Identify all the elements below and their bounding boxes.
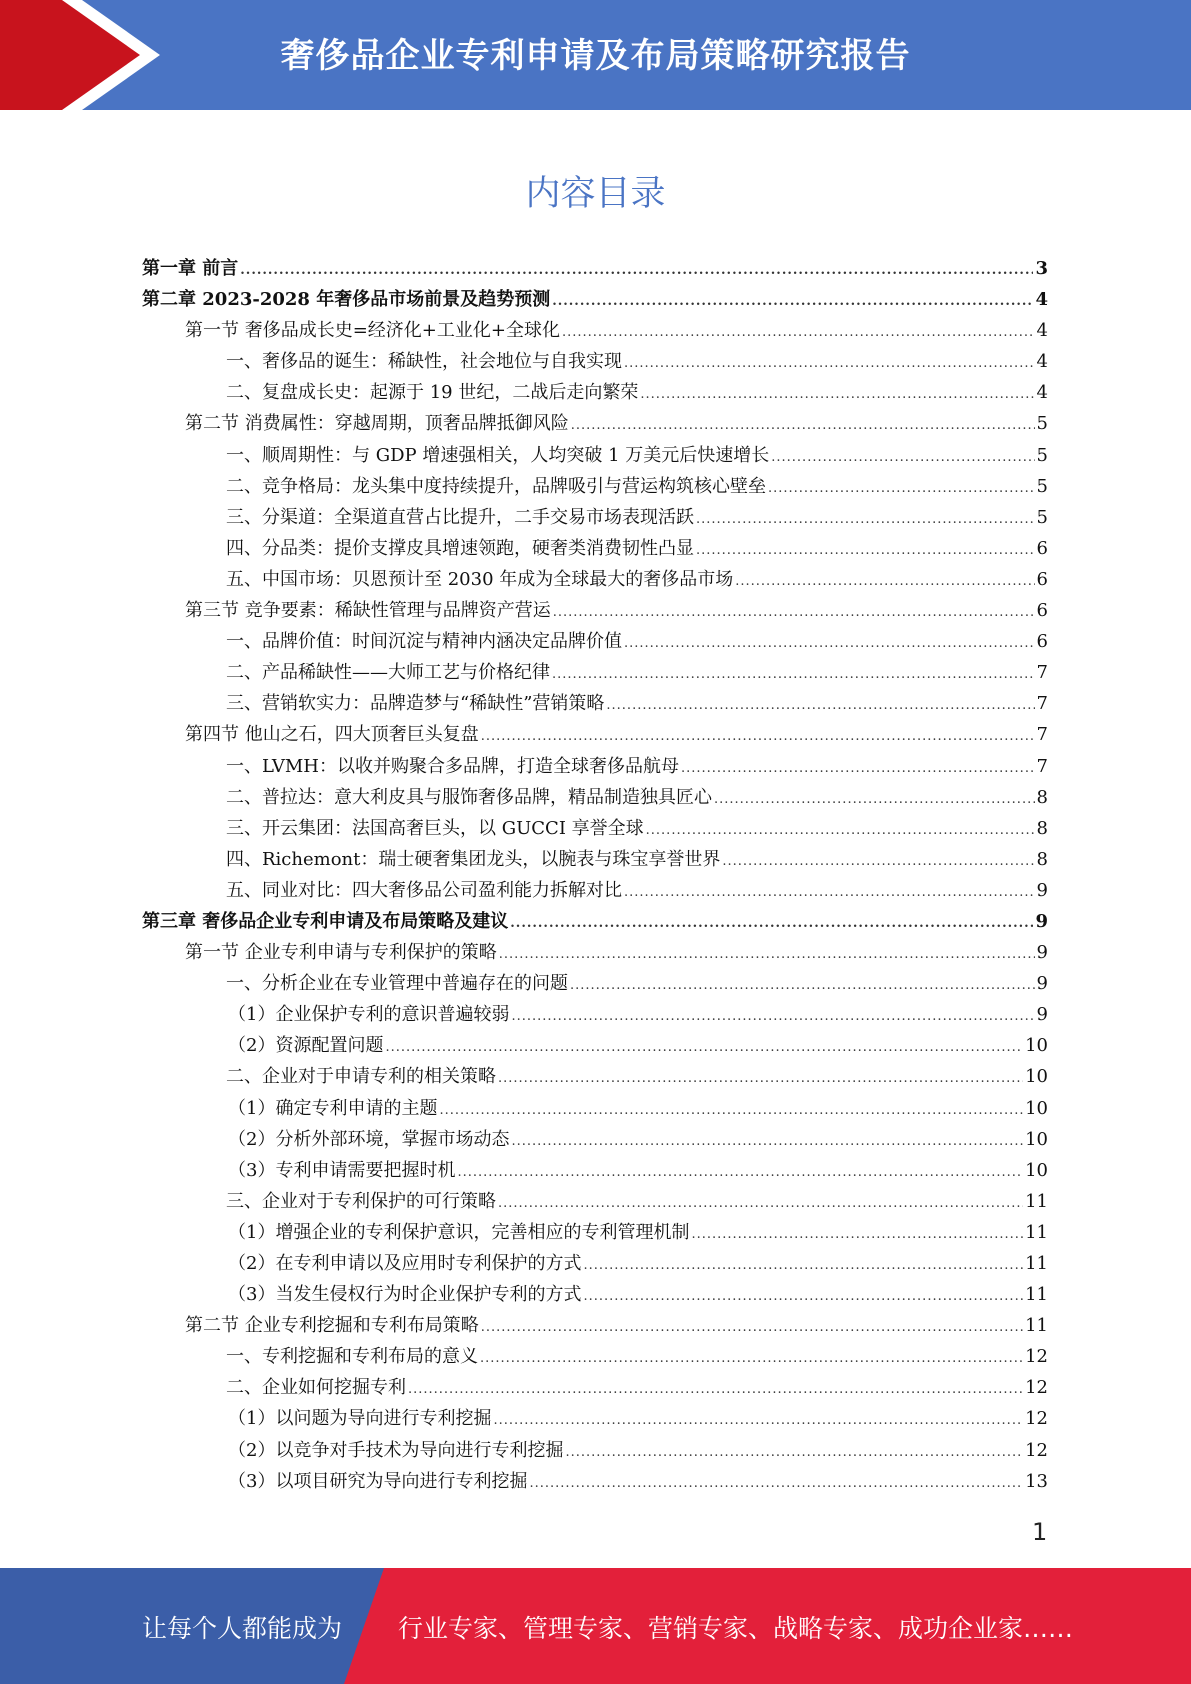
toc-entry-page: 8 xyxy=(1036,786,1048,808)
toc-entry[interactable] xyxy=(142,814,1048,845)
toc-entry[interactable] xyxy=(142,1373,1048,1404)
toc-entry-page: 11 xyxy=(1025,1315,1048,1337)
toc-entry[interactable] xyxy=(142,441,1048,472)
toc-entry-title: （1）以问题为导向进行专利挖掘 xyxy=(228,1408,492,1430)
toc-entry[interactable] xyxy=(142,1218,1048,1249)
toc-dot-leader xyxy=(529,1476,1023,1491)
toc-entry-title: 三、开云集团：法国高奢巨头，以 GUCCI 享誉全球 xyxy=(226,817,644,839)
toc-entry[interactable] xyxy=(142,1404,1048,1435)
toc-dot-leader xyxy=(511,1134,1023,1149)
toc-entry-title: 二、复盘成长史：起源于 19 世纪，二战后走向繁荣 xyxy=(226,382,639,404)
toc-entry-title: （3）专利申请需要把握时机 xyxy=(228,1159,456,1181)
toc-entry-page: 4 xyxy=(1035,289,1048,311)
toc-entry-title: 三、分渠道：全渠道直营占比提升，二手交易市场表现活跃 xyxy=(226,506,694,528)
toc-dot-leader xyxy=(646,823,1035,838)
toc-entry-page: 6 xyxy=(1036,631,1048,653)
toc-dot-leader xyxy=(583,1258,1023,1273)
toc-dot-leader xyxy=(552,667,1035,682)
toc-entry-page: 5 xyxy=(1036,506,1048,528)
toc-entry-page: 10 xyxy=(1025,1159,1048,1181)
toc-entry-page: 11 xyxy=(1025,1221,1048,1243)
toc-entry-title: 一、专利挖掘和专利布局的意义 xyxy=(226,1346,478,1368)
toc-entry-title: 第二节 企业专利挖掘和专利布局策略 xyxy=(185,1315,479,1337)
toc-entry[interactable] xyxy=(142,720,1048,751)
toc-entry-page: 12 xyxy=(1025,1346,1048,1368)
toc-dot-leader xyxy=(498,1196,1023,1211)
toc-entry-title: 五、中国市场：贝恩预计至 2030 年成为全球最大的奢侈品市场 xyxy=(226,568,734,590)
toc-entry[interactable] xyxy=(142,1187,1048,1218)
toc-entry-title: 第一节 奢侈品成长史=经济化+工业化+全球化 xyxy=(185,320,560,342)
toc-entry[interactable] xyxy=(142,534,1048,565)
toc-dot-leader xyxy=(457,1165,1023,1180)
toc-entry-page: 8 xyxy=(1036,817,1048,839)
toc-entry-page: 5 xyxy=(1036,475,1048,497)
toc-dot-leader xyxy=(562,325,1035,340)
toc-entry-title: 四、Richemont：瑞士硬奢集团龙头，以腕表与珠宝享誉世界 xyxy=(226,848,721,870)
footer-banner xyxy=(0,1568,1191,1684)
toc-entry[interactable] xyxy=(142,1000,1048,1031)
report-title: 奢侈品企业专利申请及布局策略研究报告 xyxy=(280,36,911,76)
toc-entry-title: （3）以项目研究为导向进行专利挖掘 xyxy=(228,1470,528,1492)
footer-slogan-left: 让每个人都能成为 xyxy=(142,1614,343,1643)
toc-entry-title: （2）在专利申请以及应用时专利保护的方式 xyxy=(228,1253,582,1274)
toc-entry-title: （2）以竞争对手技术为导向进行专利挖掘 xyxy=(228,1439,564,1461)
toc-entry-page: 5 xyxy=(1036,413,1048,435)
toc-dot-leader xyxy=(565,1445,1023,1460)
toc-entry-page: 6 xyxy=(1036,568,1048,590)
toc-entry-title: 一、LVMH：以收并购聚合多品牌，打造全球奢侈品航母 xyxy=(226,755,679,777)
toc-entry-page: 9 xyxy=(1035,910,1048,932)
toc-dot-leader xyxy=(439,1103,1023,1118)
toc-entry-title: 二、企业对于申请专利的相关策略 xyxy=(226,1066,496,1088)
toc-entry[interactable] xyxy=(142,254,1048,285)
toc-entry-title: （1）确定专利申请的主题 xyxy=(228,1097,438,1119)
toc-dot-leader xyxy=(408,1382,1023,1397)
toc-entry-page: 10 xyxy=(1025,1128,1048,1150)
toc-dot-leader xyxy=(735,574,1034,589)
toc-entry-page: 9 xyxy=(1036,942,1048,964)
toc-entry[interactable] xyxy=(142,689,1048,720)
toc-entry-title: 第四节 他山之石，四大顶奢巨头复盘 xyxy=(185,724,479,746)
toc-entry-title: 一、分析企业在专业管理中普遍存在的问题 xyxy=(226,973,568,995)
toc-entry[interactable] xyxy=(142,1342,1048,1373)
toc-dot-leader xyxy=(696,512,1035,527)
toc-entry-title: 二、企业如何挖掘专利 xyxy=(226,1377,406,1399)
toc-entry-page: 6 xyxy=(1036,537,1048,559)
toc-entry[interactable] xyxy=(142,969,1048,1000)
toc-dot-leader xyxy=(510,916,1033,931)
toc-entry[interactable] xyxy=(142,1031,1048,1062)
toc-entry[interactable] xyxy=(142,378,1048,409)
toc-dot-leader xyxy=(722,854,1034,869)
toc-dot-leader xyxy=(771,450,1034,465)
toc-entry[interactable] xyxy=(142,1249,1048,1280)
toc-dot-leader xyxy=(553,605,1035,620)
toc-dot-leader xyxy=(481,729,1035,744)
toc-entry[interactable] xyxy=(142,845,1048,876)
toc-entry[interactable] xyxy=(142,409,1048,440)
report-header-bar xyxy=(0,0,1191,110)
toc-entry-title: 三、企业对于专利保护的可行策略 xyxy=(226,1190,496,1212)
toc-entry-title: 三、营销软实力：品牌造梦与“稀缺性”营销策略 xyxy=(226,693,605,715)
toc-entry[interactable] xyxy=(142,1094,1048,1125)
toc-entry[interactable] xyxy=(142,503,1048,534)
toc-heading: 内容目录 xyxy=(525,174,666,214)
toc-dot-leader xyxy=(499,947,1035,962)
toc-entry-page: 12 xyxy=(1025,1377,1048,1399)
toc-entry-page: 7 xyxy=(1036,693,1048,715)
toc-entry-page: 6 xyxy=(1036,600,1048,622)
toc-entry[interactable] xyxy=(142,1436,1048,1467)
toc-entry[interactable] xyxy=(142,347,1048,378)
toc-entry-page: 9 xyxy=(1036,973,1048,995)
toc-entry-title: 第一节 企业专利申请与专利保护的策略 xyxy=(185,942,497,964)
toc-entry-page: 9 xyxy=(1036,879,1048,901)
toc-dot-leader xyxy=(714,792,1035,807)
toc-entry-page: 7 xyxy=(1036,662,1048,684)
toc-entry-title: 一、顺周期性：与 GDP 增速强相关，人均突破 1 万美元后快速增长 xyxy=(226,444,770,466)
toc-dot-leader xyxy=(606,698,1034,713)
toc-dot-leader xyxy=(696,543,1035,558)
toc-entry-page: 4 xyxy=(1036,320,1048,342)
toc-entry[interactable] xyxy=(142,1467,1048,1498)
toc-entry-title: 二、产品稀缺性——大师工艺与价格纪律 xyxy=(226,662,550,684)
toc-dot-leader xyxy=(511,1009,1034,1024)
toc-dot-leader xyxy=(385,1040,1023,1055)
toc-entry[interactable] xyxy=(142,1062,1048,1093)
toc-dot-leader xyxy=(624,636,1035,651)
toc-dot-leader xyxy=(481,1320,1023,1335)
toc-entry-page: 11 xyxy=(1025,1253,1048,1274)
toc-entry[interactable] xyxy=(142,472,1048,503)
toc-entry-page: 7 xyxy=(1036,724,1048,746)
toc-entry-page: 11 xyxy=(1025,1284,1048,1306)
toc-entry-page: 10 xyxy=(1025,1035,1048,1057)
toc-dot-leader xyxy=(571,418,1035,433)
toc-entry-title: 一、品牌价值：时间沉淀与精神内涵决定品牌价值 xyxy=(226,631,622,653)
page-number: 1 xyxy=(1032,1518,1048,1546)
toc-entry[interactable] xyxy=(142,285,1048,316)
toc-entry-title: （2）分析外部环境，掌握市场动态 xyxy=(228,1128,510,1150)
toc-entry-title: 二、竞争格局：龙头集中度持续提升，品牌吸引与营运构筑核心壁垒 xyxy=(226,475,766,497)
toc-entry[interactable] xyxy=(142,752,1048,783)
toc-entry-title: 五、同业对比：四大奢侈品公司盈利能力拆解对比 xyxy=(226,879,622,901)
toc-dot-leader xyxy=(681,761,1035,776)
toc-dot-leader xyxy=(583,1289,1023,1304)
toc-entry[interactable] xyxy=(142,1280,1048,1311)
toc-dot-leader xyxy=(480,1351,1023,1366)
toc-entry-page: 3 xyxy=(1035,258,1048,279)
toc-entry-title: （3）当发生侵权行为时企业保护专利的方式 xyxy=(228,1284,582,1306)
toc-entry[interactable] xyxy=(142,316,1048,347)
footer-slogan-right: 行业专家、管理专家、营销专家、战略专家、成功企业家…… xyxy=(398,1614,1074,1643)
toc-entry-page: 7 xyxy=(1036,755,1048,777)
toc-entry[interactable] xyxy=(142,596,1048,627)
toc-entry-title: （1）增强企业的专利保护意识，完善相应的专利管理机制 xyxy=(228,1221,690,1243)
toc-dot-leader xyxy=(493,1413,1023,1428)
toc-entry-title: 四、分品类：提价支撑皮具增速领跑，硬奢类消费韧性凸显 xyxy=(226,537,694,559)
toc-entry[interactable] xyxy=(142,1156,1048,1187)
toc-entry-page: 12 xyxy=(1025,1439,1048,1461)
toc-entry-title: 第三章 奢侈品企业专利申请及布局策略及建议 xyxy=(142,910,509,932)
toc-entry-title: 第一章 前言 xyxy=(142,258,239,279)
toc-entry-title: 一、奢侈品的诞生：稀缺性，社会地位与自我实现 xyxy=(226,351,622,373)
toc-entry-page: 10 xyxy=(1025,1097,1048,1119)
toc-entry-page: 10 xyxy=(1025,1066,1048,1088)
toc-dot-leader xyxy=(691,1227,1023,1242)
toc-dot-leader xyxy=(624,356,1035,371)
toc-entry-title: 二、普拉达：意大利皮具与服饰奢侈品牌，精品制造独具匠心 xyxy=(226,786,712,808)
toc-entry-title: （2）资源配置问题 xyxy=(228,1035,384,1057)
toc-entry[interactable] xyxy=(142,907,1048,938)
toc-entry-title: 第三节 竞争要素：稀缺性管理与品牌资产营运 xyxy=(185,600,551,622)
toc-dot-leader xyxy=(552,294,1033,309)
toc-entry-title: 第二节 消费属性：穿越周期，顶奢品牌抵御风险 xyxy=(185,413,569,435)
toc-entry-page: 12 xyxy=(1025,1408,1048,1430)
toc-dot-leader xyxy=(624,885,1035,900)
toc-entry-page: 11 xyxy=(1025,1190,1048,1212)
toc-entry[interactable] xyxy=(142,565,1048,596)
toc-dot-leader xyxy=(240,263,1033,278)
toc-entry-page: 5 xyxy=(1036,444,1048,466)
toc-dot-leader xyxy=(640,387,1034,402)
toc-entry[interactable] xyxy=(142,658,1048,689)
toc-entry-page: 4 xyxy=(1036,382,1048,404)
toc-entry-page: 9 xyxy=(1036,1004,1048,1026)
toc-entry[interactable] xyxy=(142,1311,1048,1342)
toc-dot-leader xyxy=(768,481,1035,496)
toc-entry[interactable] xyxy=(142,938,1048,969)
toc-entry-title: （1）企业保护专利的意识普遍较弱 xyxy=(228,1004,510,1026)
toc-entry-page: 13 xyxy=(1025,1470,1048,1492)
toc-entry-page: 4 xyxy=(1036,351,1048,373)
toc-entry[interactable] xyxy=(142,1125,1048,1156)
toc-entry[interactable] xyxy=(142,876,1048,907)
toc-entry-page: 8 xyxy=(1036,848,1048,870)
table-of-contents xyxy=(142,254,1048,1498)
toc-dot-leader xyxy=(498,1071,1023,1086)
toc-dot-leader xyxy=(570,978,1035,993)
toc-entry-title: 第二章 2023-2028 年奢侈品市场前景及趋势预测 xyxy=(142,289,551,311)
toc-entry[interactable] xyxy=(142,783,1048,814)
toc-entry[interactable] xyxy=(142,627,1048,658)
